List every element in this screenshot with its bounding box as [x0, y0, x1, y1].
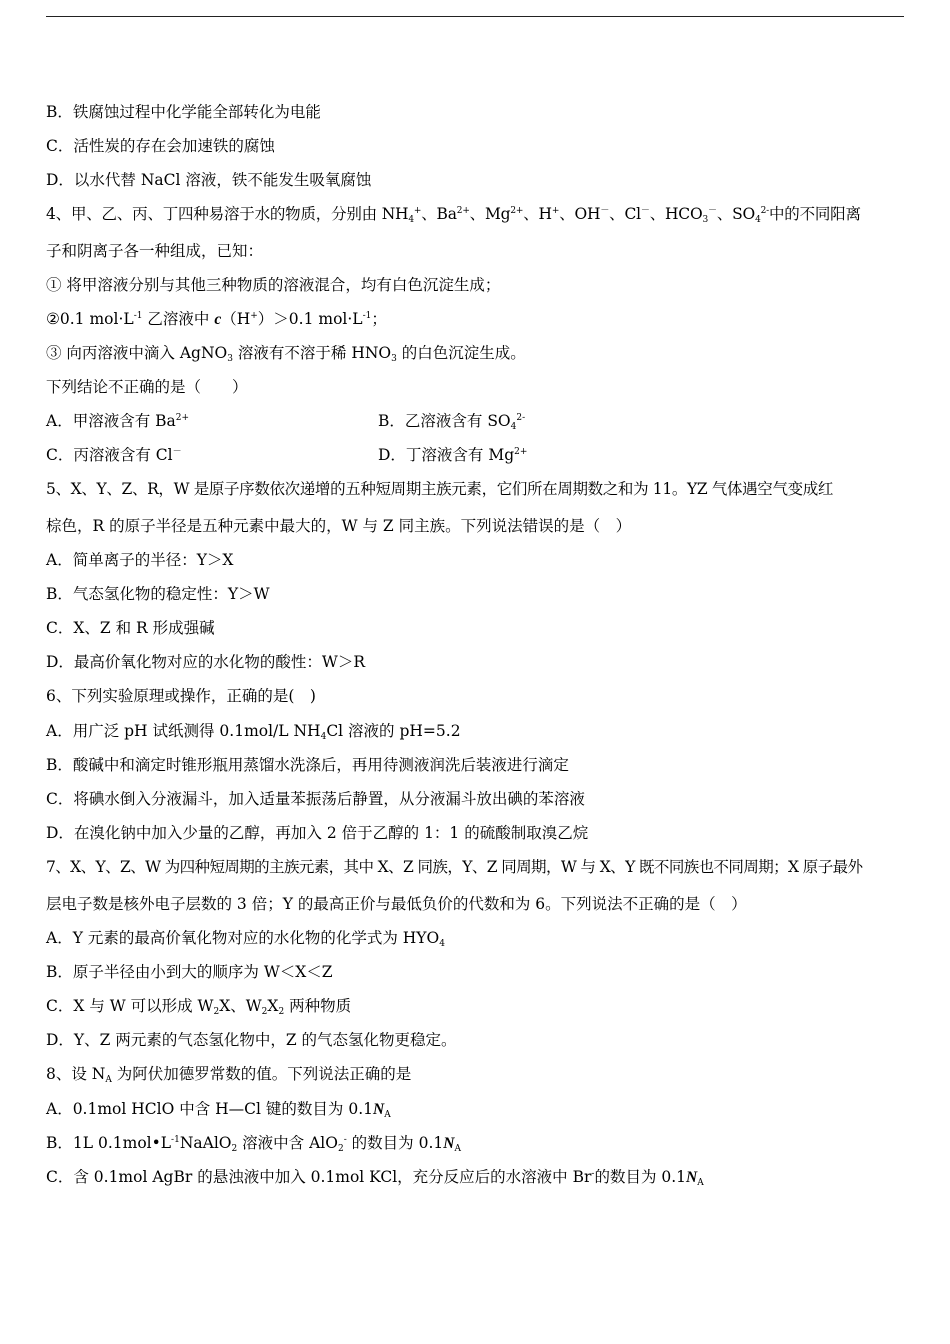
q4-option-d: D．丁溶液含有 $Mg^{2+}$ [378, 446, 528, 464]
q4-stem-line1: 4、甲、乙、丙、丁四种易溶于水的物质，分别由 $NH_4^+$、$Ba^{2+}$、$Mg^{2+}$、H+、OH－、Cl－、$HCO_3^-$、$SO_4^{2-}$中的不同阳离 [46, 205, 861, 225]
q6-option-d: D．在溴化钠中加入少量的乙醇，再加入 2 倍于乙醇的 1：1 的硫酸制取溴乙烷 [46, 824, 589, 842]
q5-option-d: D．最高价氧化物对应的水化物的酸性：W＞R [46, 653, 366, 671]
q4-option-a: A．甲溶液含有 $Ba^{2+}$ [46, 412, 190, 430]
q4-stem-line2: 子和阴离子各一种组成，已知： [46, 242, 264, 260]
q3-option-d: D．以水代替 NaCl 溶液，铁不能发生吸氧腐蚀 [46, 171, 372, 189]
q7-stem-line1: 7、X、Y、Z、W 为四种短周期的主族元素，其中 X、Z 同族，Y、Z 同周期，W 与 X、Y 既不同族也不同周期；X 原子最外 [46, 858, 863, 876]
q6-option-b: B．酸碱中和滴定时锥形瓶用蒸馏水洗涤后，再用待测液润洗后装液进行滴定 [46, 756, 569, 774]
q4-ask: 下列结论不正确的是（ ） [46, 378, 248, 396]
q4-option-b: B．乙溶液含有 $SO_4^{2-}$ [378, 412, 526, 432]
q4-condition-3: ③ 向丙溶液中滴入 AgNO$_3$ 溶液有不溶于稀 $HNO_3$ 的白色沉淀生成。 [46, 344, 526, 364]
q4-condition-1: ① 将甲溶液分别与其他三种物质的溶液混合，均有白色沉淀生成； [46, 276, 501, 294]
q5-option-a: A．简单离子的半径：Y＞X [46, 551, 234, 569]
q5-option-b: B．气态氢化物的稳定性：Y＞W [46, 585, 270, 603]
q7-option-b: B．原子半径由小到大的顺序为 W＜X＜Z [46, 963, 333, 981]
q5-stem-line1: 5、X、Y、Z、R，W 是原子序数依次递增的五种短周期主族元素，它们所在周期数之和为 11。YZ 气体遇空气变成红 [46, 480, 834, 498]
q7-stem-line2: 层电子数是核外电子层数的 3 倍；Y 的最高正价与最低负价的代数和为 6。下列说法不正确的是（ ） [46, 895, 747, 913]
q5-option-c: C．X、Z 和 R 形成强碱 [46, 619, 215, 637]
q7-option-c: C．X 与 W 可以形成 $W_2X$、$W_2X_2$ 两种物质 [46, 997, 352, 1017]
q5-stem-line2: 棕色，R 的原子半径是五种元素中最大的，W 与 Z 同主族。下列说法错误的是（ ） [46, 517, 632, 535]
q3-option-b: B．铁腐蚀过程中化学能全部转化为电能 [46, 103, 321, 121]
q6-stem: 6、下列实验原理或操作，正确的是( ) [46, 687, 316, 705]
q8-option-c: C．含 0.1mol AgBr 的悬浊液中加入 0.1mol KCl，充分反应后的水溶液中 Br-的数目为 $0.1N_A$ [46, 1168, 704, 1188]
q8-option-b: B．1L $0.1mol•L^{-1}NaAlO_2$ 溶液中含 AlO$_2$- 的数目为 $0.1N_A$ [46, 1134, 461, 1154]
q6-option-c: C．将碘水倒入分液漏斗，加入适量苯振荡后静置，从分液漏斗放出碘的苯溶液 [46, 790, 585, 808]
q7-option-d: D．Y、Z 两元素的气态氢化物中，Z 的气态氢化物更稳定。 [46, 1031, 457, 1049]
header-rule [46, 16, 904, 17]
q8-stem: 8、设 $N_A$ 为阿伏加德罗常数的值。下列说法正确的是 [46, 1065, 412, 1085]
q8-option-a: A．0.1mol HClO 中含 H—Cl 键的数目为 $0.1N_A$ [46, 1100, 391, 1120]
q3-option-c: C．活性炭的存在会加速铁的腐蚀 [46, 137, 275, 155]
q7-option-a: A．Y 元素的最高价氧化物对应的水化物的化学式为 $HYO_4$ [46, 929, 445, 949]
q4-option-c: C．丙溶液含有 Cl－ [46, 446, 182, 464]
q6-option-a: A．用广泛 pH 试纸测得 0.1mol/L $NH_4Cl$ 溶液的 pH=5.2 [46, 722, 461, 742]
q4-condition-2: ②0.1 $mol\cdot L^{-1}$ 乙溶液中 c（H+）＞0.1 $mol\cdot L^{-1}$； [46, 310, 387, 328]
